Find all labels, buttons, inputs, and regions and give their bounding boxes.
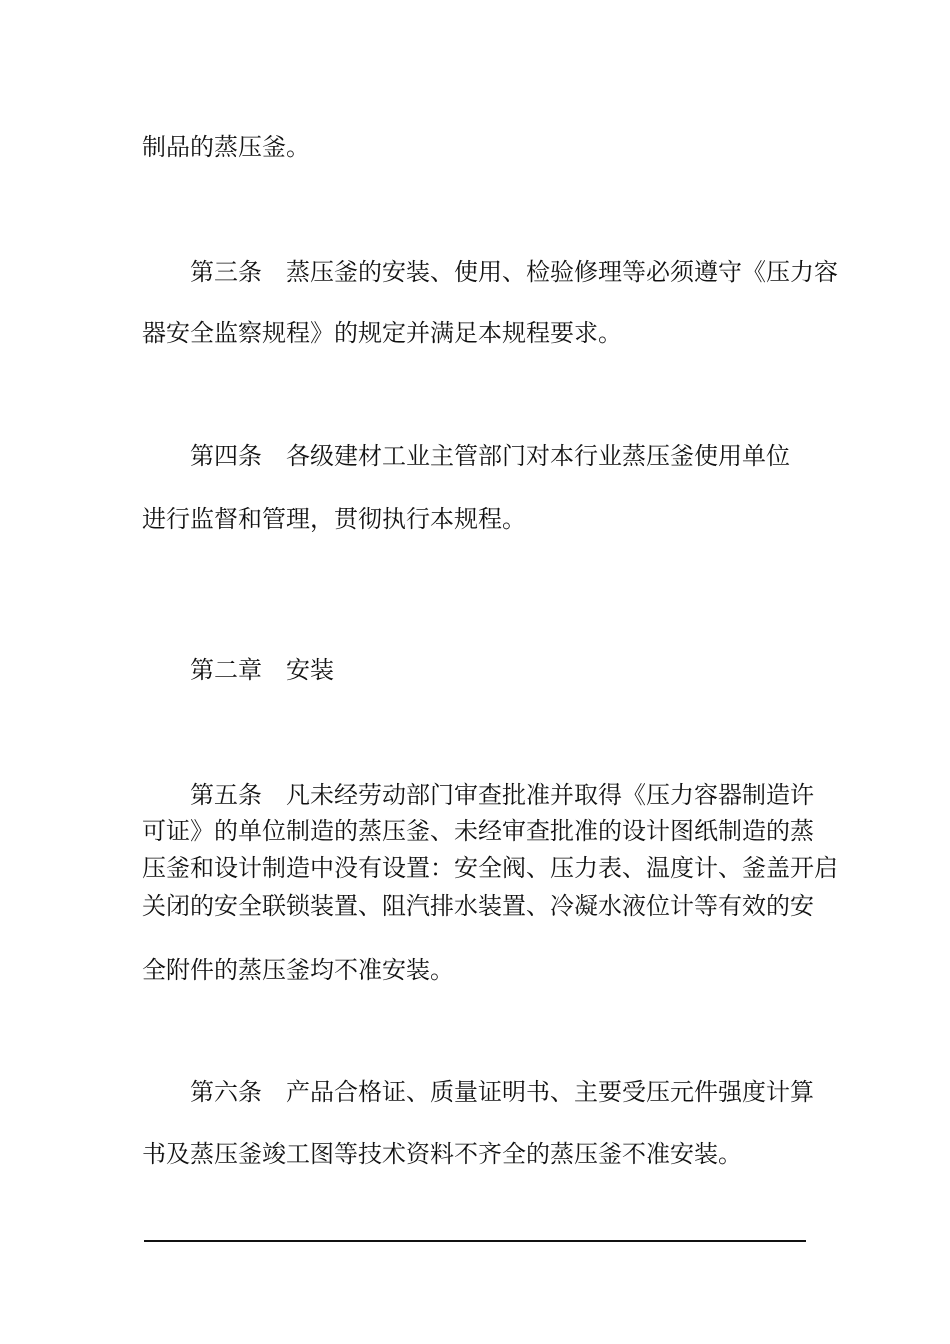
article-number: 第四条: [190, 442, 262, 470]
line-text: 压釜和设计制造中没有设置：安全阀、压力表、温度计、釜盖开启: [142, 854, 838, 882]
line-text: 进行监督和管理，贯彻执行本规程。: [142, 505, 526, 533]
line-text: 蒸压釜的安装、使用、检验修理等必须遵守《压力容: [286, 258, 838, 286]
article-4-heading: [190, 441, 790, 471]
line-text: 制品的蒸压釜。: [142, 133, 310, 161]
article-number: 第五条: [190, 781, 262, 809]
line-text: 可证》的单位制造的蒸压釜、未经审查批准的设计图纸制造的蒸: [142, 817, 814, 845]
article-number: 第六条: [190, 1078, 262, 1106]
chapter-number: 第二章: [190, 656, 262, 684]
article-6-heading: [190, 1077, 814, 1107]
article-5-heading: [190, 780, 814, 810]
line-text: 关闭的安全联锁装置、阻汽排水装置、冷凝水液位计等有效的安: [142, 892, 814, 920]
line-text: 器安全监察规程》的规定并满足本规程要求。: [142, 319, 622, 347]
line-text: 产品合格证、质量证明书、主要受压元件强度计算: [286, 1078, 814, 1106]
article-3-heading: [190, 257, 838, 287]
chapter-heading: [190, 655, 334, 685]
paragraph-line: [142, 1139, 742, 1169]
footer-rule: [144, 1240, 806, 1242]
paragraph-line: [142, 132, 310, 162]
line-text: 全附件的蒸压釜均不准安装。: [142, 956, 454, 984]
paragraph-line: [142, 853, 838, 883]
chapter-title: 安装: [286, 656, 334, 684]
line-text: 各级建材工业主管部门对本行业蒸压釜使用单位: [286, 442, 790, 470]
paragraph-line: [142, 816, 814, 846]
line-text: 书及蒸压釜竣工图等技术资料不齐全的蒸压釜不准安装。: [142, 1140, 742, 1168]
line-text: 凡未经劳动部门审查批准并取得《压力容器制造许: [286, 781, 814, 809]
paragraph-line: [142, 891, 814, 921]
article-number: 第三条: [190, 258, 262, 286]
paragraph-line: [142, 955, 454, 985]
paragraph-line: [142, 504, 526, 534]
paragraph-line: [142, 318, 622, 348]
